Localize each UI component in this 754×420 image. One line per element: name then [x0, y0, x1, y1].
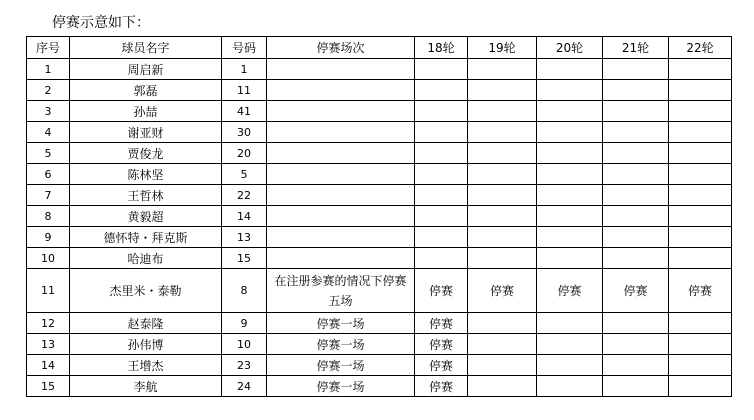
cell-number: 9: [222, 313, 267, 334]
cell-round-21: [603, 122, 669, 143]
cell-player-name: 孙伟博: [70, 334, 222, 355]
cell-round-21: [603, 206, 669, 227]
cell-number: 15: [222, 248, 267, 269]
cell-round-21: [603, 227, 669, 248]
cell-index: 14: [27, 355, 70, 376]
cell-round-22: [669, 206, 732, 227]
header-round-19: 19轮: [468, 37, 537, 59]
cell-round-20: [537, 206, 603, 227]
cell-suspension: 停赛一场: [267, 355, 415, 376]
cell-suspension: [267, 122, 415, 143]
cell-number: 8: [222, 269, 267, 313]
cell-suspension: 停赛一场: [267, 334, 415, 355]
cell-number: 11: [222, 80, 267, 101]
cell-player-name: 德怀特・拜克斯: [70, 227, 222, 248]
suspension-table: [26, 36, 732, 397]
cell-suspension: [267, 248, 415, 269]
cell-round-18: [415, 143, 468, 164]
cell-number: 23: [222, 355, 267, 376]
cell-number: 14: [222, 206, 267, 227]
cell-index: 6: [27, 164, 70, 185]
cell-round-21: [603, 80, 669, 101]
cell-index: 15: [27, 376, 70, 397]
cell-number: 20: [222, 143, 267, 164]
header-round-21: 21轮: [603, 37, 669, 59]
cell-player-name: 杰里米・泰勒: [70, 269, 222, 313]
cell-index: 2: [27, 80, 70, 101]
cell-round-20: [537, 185, 603, 206]
header-suspension: 停赛场次: [267, 37, 415, 59]
cell-player-name: 贾俊龙: [70, 143, 222, 164]
cell-round-20: [537, 101, 603, 122]
cell-suspension: 停赛一场: [267, 313, 415, 334]
cell-round-21: [603, 313, 669, 334]
cell-round-19: 停赛: [468, 269, 537, 313]
table-row: [27, 334, 732, 355]
cell-index: 5: [27, 143, 70, 164]
cell-round-19: [468, 376, 537, 397]
cell-round-19: [468, 59, 537, 80]
cell-suspension: [267, 185, 415, 206]
table-row: [27, 143, 732, 164]
cell-round-21: [603, 164, 669, 185]
cell-player-name: 周启新: [70, 59, 222, 80]
cell-player-name: 王增杰: [70, 355, 222, 376]
cell-player-name: 哈迪布: [70, 248, 222, 269]
cell-suspension: [267, 80, 415, 101]
cell-round-19: [468, 206, 537, 227]
cell-round-22: [669, 313, 732, 334]
cell-round-20: 停赛: [537, 269, 603, 313]
cell-suspension: [267, 164, 415, 185]
cell-round-20: [537, 143, 603, 164]
cell-player-name: 李航: [70, 376, 222, 397]
cell-round-20: [537, 227, 603, 248]
table-row: [27, 227, 732, 248]
cell-index: 9: [27, 227, 70, 248]
cell-round-22: [669, 164, 732, 185]
table-row: [27, 80, 732, 101]
cell-round-18: 停赛: [415, 334, 468, 355]
cell-number: 24: [222, 376, 267, 397]
cell-round-19: [468, 334, 537, 355]
cell-round-19: [468, 248, 537, 269]
cell-round-22: [669, 355, 732, 376]
cell-round-18: 停赛: [415, 269, 468, 313]
cell-suspension: [267, 227, 415, 248]
cell-round-19: [468, 80, 537, 101]
cell-round-19: [468, 143, 537, 164]
cell-suspension: 在注册参赛的情况下停赛五场: [267, 269, 415, 313]
cell-player-name: 黄毅超: [70, 206, 222, 227]
cell-round-18: [415, 101, 468, 122]
table-row: [27, 376, 732, 397]
cell-round-20: [537, 313, 603, 334]
cell-index: 3: [27, 101, 70, 122]
header-number: 号码: [222, 37, 267, 59]
header-player-name: 球员名字: [70, 37, 222, 59]
cell-suspension: 停赛一场: [267, 376, 415, 397]
cell-round-20: [537, 122, 603, 143]
cell-round-22: 停赛: [669, 269, 732, 313]
cell-suspension: [267, 59, 415, 80]
cell-index: 10: [27, 248, 70, 269]
cell-number: 10: [222, 334, 267, 355]
document-caption: 停赛示意如下：: [52, 15, 150, 31]
cell-round-20: [537, 248, 603, 269]
cell-player-name: 郭磊: [70, 80, 222, 101]
cell-player-name: 王哲林: [70, 185, 222, 206]
header-index: 序号: [27, 37, 70, 59]
cell-round-18: [415, 80, 468, 101]
table-row: [27, 206, 732, 227]
cell-round-20: [537, 376, 603, 397]
cell-index: 8: [27, 206, 70, 227]
cell-round-20: [537, 164, 603, 185]
cell-round-18: [415, 59, 468, 80]
cell-index: 7: [27, 185, 70, 206]
cell-round-21: [603, 376, 669, 397]
cell-round-20: [537, 59, 603, 80]
table-row: [27, 355, 732, 376]
cell-round-20: [537, 334, 603, 355]
cell-round-18: [415, 164, 468, 185]
cell-index: 1: [27, 59, 70, 80]
cell-round-22: [669, 334, 732, 355]
cell-round-21: [603, 185, 669, 206]
table-row: [27, 185, 732, 206]
cell-round-18: [415, 206, 468, 227]
header-round-22: 22轮: [669, 37, 732, 59]
cell-round-19: [468, 185, 537, 206]
cell-round-22: [669, 143, 732, 164]
cell-round-22: [669, 80, 732, 101]
cell-round-19: [468, 122, 537, 143]
cell-player-name: 谢亚财: [70, 122, 222, 143]
table-row: [27, 59, 732, 80]
cell-round-21: [603, 334, 669, 355]
cell-round-19: [468, 164, 537, 185]
table-row: [27, 164, 732, 185]
cell-round-21: [603, 143, 669, 164]
table-row: [27, 269, 732, 313]
table-row: [27, 248, 732, 269]
cell-round-21: [603, 248, 669, 269]
cell-round-19: [468, 227, 537, 248]
cell-number: 5: [222, 164, 267, 185]
cell-number: 41: [222, 101, 267, 122]
cell-round-18: 停赛: [415, 355, 468, 376]
cell-player-name: 陈林坚: [70, 164, 222, 185]
cell-round-18: 停赛: [415, 313, 468, 334]
cell-suspension: [267, 143, 415, 164]
cell-round-21: 停赛: [603, 269, 669, 313]
cell-round-22: [669, 376, 732, 397]
cell-round-21: [603, 355, 669, 376]
cell-player-name: 赵泰隆: [70, 313, 222, 334]
cell-round-18: 停赛: [415, 376, 468, 397]
cell-number: 13: [222, 227, 267, 248]
cell-round-19: [468, 313, 537, 334]
cell-round-22: [669, 248, 732, 269]
cell-player-name: 孙喆: [70, 101, 222, 122]
cell-suspension: [267, 101, 415, 122]
cell-round-20: [537, 355, 603, 376]
cell-index: 4: [27, 122, 70, 143]
cell-number: 1: [222, 59, 267, 80]
cell-round-22: [669, 122, 732, 143]
cell-round-22: [669, 185, 732, 206]
table-row: [27, 313, 732, 334]
cell-round-18: [415, 248, 468, 269]
cell-round-19: [468, 355, 537, 376]
table-row: [27, 122, 732, 143]
cell-number: 22: [222, 185, 267, 206]
cell-round-20: [537, 80, 603, 101]
cell-round-18: [415, 122, 468, 143]
cell-index: 12: [27, 313, 70, 334]
cell-round-21: [603, 59, 669, 80]
cell-number: 30: [222, 122, 267, 143]
cell-round-22: [669, 59, 732, 80]
header-round-20: 20轮: [537, 37, 603, 59]
header-round-18: 18轮: [415, 37, 468, 59]
cell-index: 11: [27, 269, 70, 313]
cell-suspension: [267, 206, 415, 227]
cell-round-22: [669, 101, 732, 122]
cell-round-21: [603, 101, 669, 122]
cell-index: 13: [27, 334, 70, 355]
cell-round-18: [415, 227, 468, 248]
cell-round-19: [468, 101, 537, 122]
cell-round-18: [415, 185, 468, 206]
table-header-row: [27, 37, 732, 59]
table-row: [27, 101, 732, 122]
cell-round-22: [669, 227, 732, 248]
